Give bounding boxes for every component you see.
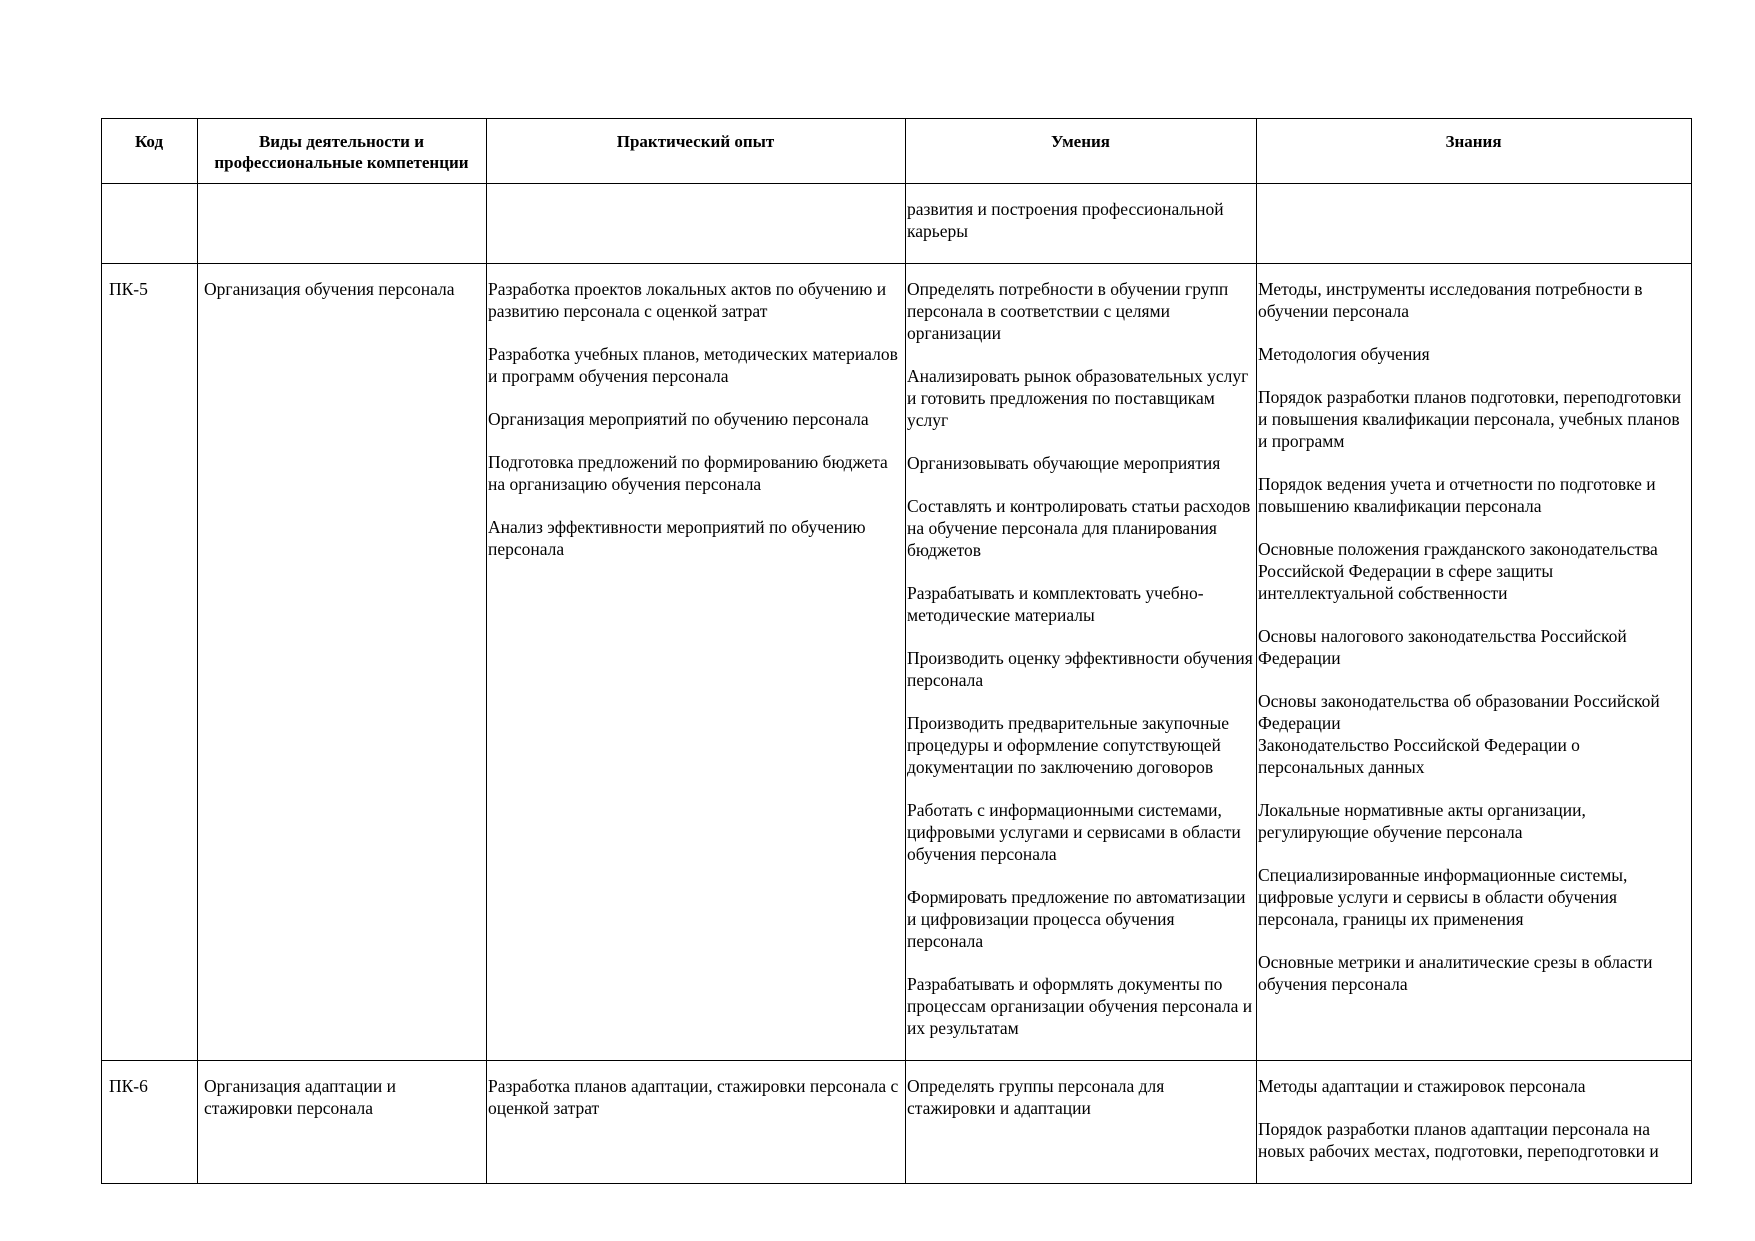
knowledge-cell	[1257, 1061, 1692, 1184]
skills-item: Формировать предложение по автоматизации и цифровизации процесса обучения персонала	[907, 887, 1246, 951]
knowledge-item: Основные метрики и аналитические срезы в области обучения персонала	[1258, 952, 1653, 994]
experience-item: Разработка учебных планов, методических материалов и программ обучения персонала	[488, 344, 898, 386]
header-skills: Умения	[906, 119, 1257, 184]
activity-text: Организация обучения персонала	[204, 279, 455, 299]
skills-cell	[906, 184, 1257, 264]
knowledge-item: Методы, инструменты исследования потребности в обучении персонала	[1258, 279, 1643, 321]
skills-item: Производить предварительные закупочные процедуры и оформление сопутствующей документации по заключению договоров	[907, 713, 1229, 777]
activity-cell	[198, 184, 487, 264]
table-header-row	[102, 119, 1692, 184]
table-row	[102, 1061, 1692, 1184]
code-text: ПК-6	[109, 1076, 148, 1096]
knowledge-cell	[1257, 184, 1692, 264]
knowledge-item: Порядок разработки планов адаптации персонала на новых рабочих местах, подготовки, переподготовки и	[1258, 1119, 1659, 1161]
skills-item: Разрабатывать и оформлять документы по процессам организации обучения персонала и их результатам	[907, 974, 1253, 1038]
knowledge-item: Локальные нормативные акты организации, регулирующие обучение персонала	[1258, 800, 1586, 842]
skills-item: Работать с информационными системами, цифровыми услугами и сервисами в области обучения персонала	[907, 800, 1241, 864]
code-cell	[102, 184, 198, 264]
code-cell	[102, 1061, 198, 1184]
knowledge-item: Методы адаптации и стажировок персонала	[1258, 1076, 1586, 1096]
skills-item: Организовывать обучающие мероприятия	[907, 453, 1221, 473]
knowledge-item: Основные положения гражданского законодательства Российской Федерации в сфере защиты интеллектуальной собственности	[1258, 539, 1658, 603]
skills-item: Определять потребности в обучении групп персонала в соответствии с целями организации	[907, 279, 1229, 343]
experience-item: Разработка проектов локальных актов по обучению и развитию персонала с оценкой затрат	[488, 279, 887, 321]
skills-item: развития и построения профессиональной карьеры	[907, 199, 1224, 241]
knowledge-item: Порядок разработки планов подготовки, переподготовки и повышения квалификации персонала, учебных планов и программ	[1258, 387, 1682, 451]
table-row	[102, 264, 1692, 1061]
experience-item: Анализ эффективности мероприятий по обучению персонала	[488, 517, 866, 559]
table-row	[102, 184, 1692, 264]
experience-item: Организация мероприятий по обучению персонала	[488, 409, 869, 429]
header-activity: Виды деятельности и профессиональные компетенции	[198, 119, 487, 184]
activity-cell	[198, 264, 487, 1061]
header-code: Код	[102, 119, 198, 184]
header-experience: Практический опыт	[487, 119, 906, 184]
header-knowledge: Знания	[1257, 119, 1692, 184]
experience-item: Разработка планов адаптации, стажировки персонала с оценкой затрат	[488, 1076, 899, 1118]
experience-cell	[487, 264, 906, 1061]
experience-cell	[487, 184, 906, 264]
activity-text: Организация адаптации и стажировки персонала	[204, 1076, 396, 1118]
activity-cell	[198, 1061, 487, 1184]
skills-cell	[906, 1061, 1257, 1184]
knowledge-item: Методология обучения	[1258, 344, 1430, 364]
knowledge-cell	[1257, 264, 1692, 1061]
competencies-table	[101, 118, 1692, 1184]
skills-item: Производить оценку эффективности обучения персонала	[907, 648, 1253, 690]
skills-item: Составлять и контролировать статьи расходов на обучение персонала для планирования бюджетов	[907, 496, 1251, 560]
knowledge-item: Специализированные информационные системы, цифровые услуги и сервисы в области обучения персонала, границы их применения	[1258, 865, 1628, 929]
knowledge-item: Основы законодательства об образовании Российской Федерации	[1258, 691, 1660, 733]
knowledge-item: Законодательство Российской Федерации о персональных данных	[1258, 735, 1580, 777]
code-cell	[102, 264, 198, 1061]
skills-item: Анализировать рынок образовательных услуг и готовить предложения по поставщикам услуг	[907, 366, 1249, 430]
knowledge-item: Основы налогового законодательства Российской Федерации	[1258, 626, 1627, 668]
skills-cell	[906, 264, 1257, 1061]
skills-item: Разрабатывать и комплектовать учебно-методические материалы	[907, 583, 1204, 625]
experience-cell	[487, 1061, 906, 1184]
code-text: ПК-5	[109, 279, 148, 299]
knowledge-item: Порядок ведения учета и отчетности по подготовке и повышению квалификации персонала	[1258, 474, 1656, 516]
experience-item: Подготовка предложений по формированию бюджета на организацию обучения персонала	[488, 452, 888, 494]
skills-item: Определять группы персонала для стажировки и адаптации	[907, 1076, 1165, 1118]
